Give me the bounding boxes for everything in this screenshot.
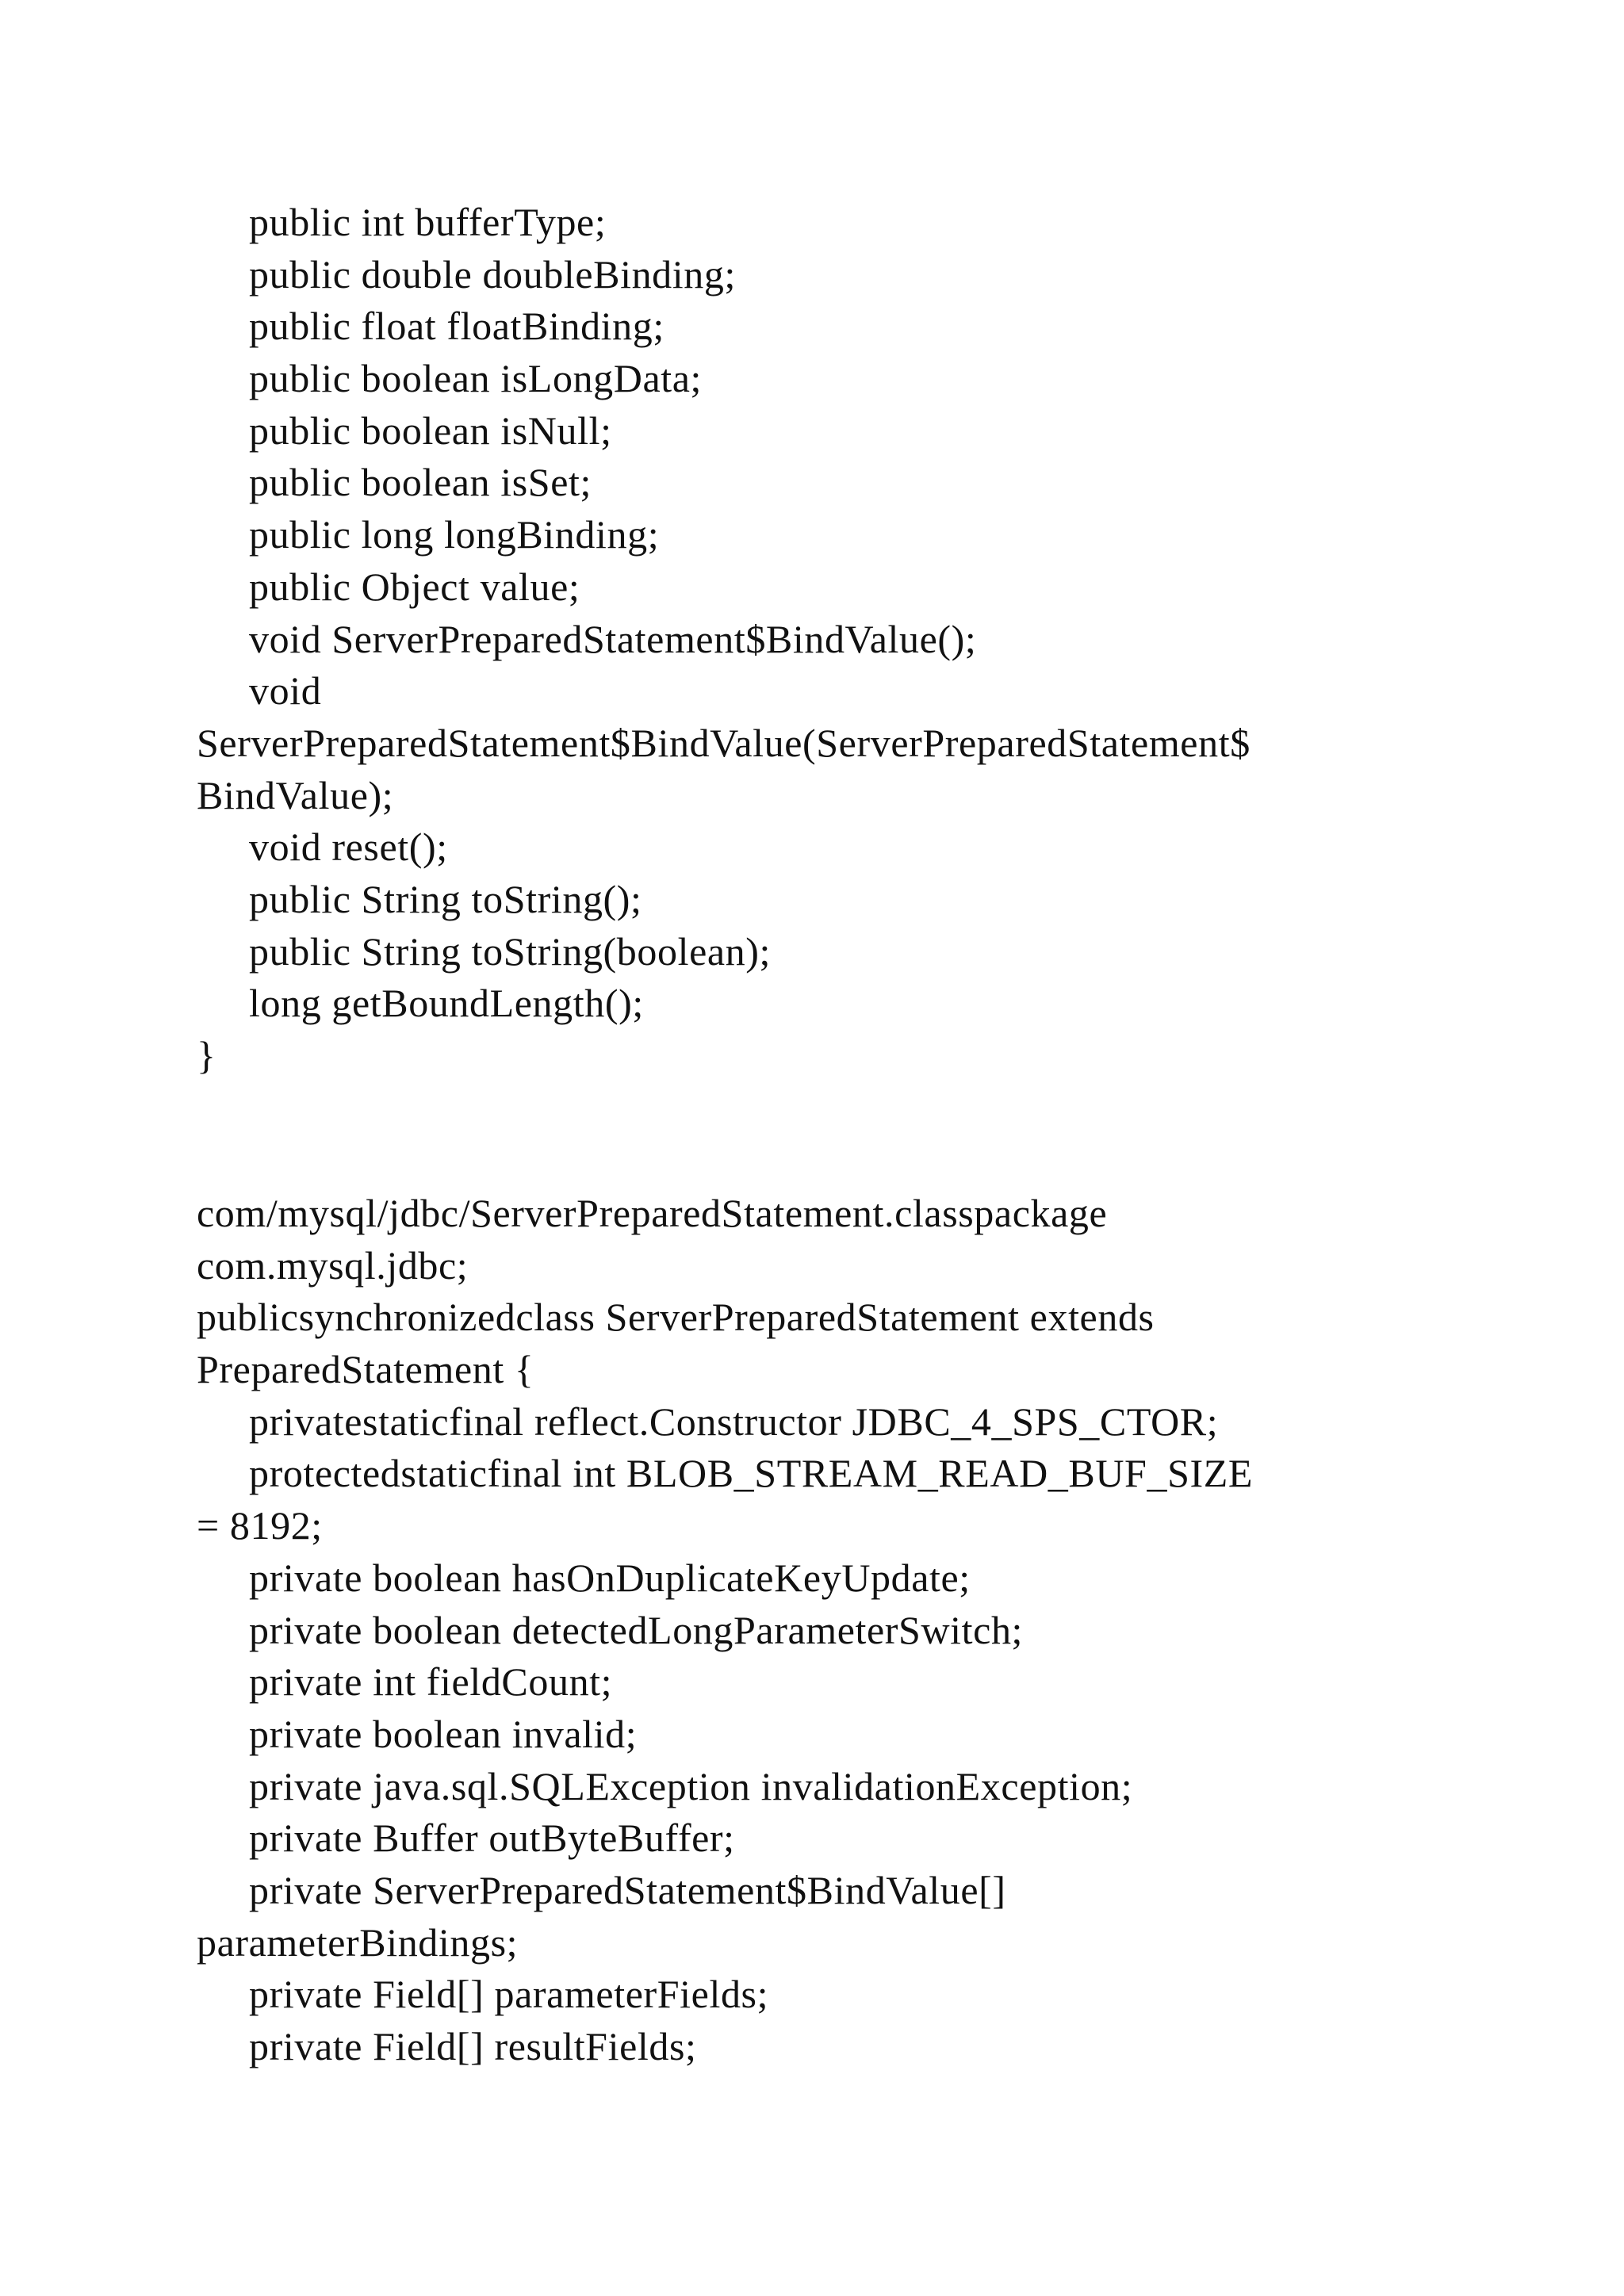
code-line: com/mysql/jdbc/ServerPreparedStatement.classpackage: [197, 1191, 1108, 1235]
code-line: private Buffer outByteBuffer;: [249, 1816, 735, 1861]
code-block-bindvalue-class: [197, 197, 1434, 1082]
code-line: protectedstaticfinal int BLOB_STREAM_READ_BUF_SIZE: [249, 1451, 1254, 1496]
code-line: public boolean isLongData;: [249, 356, 703, 401]
code-line: privatestaticfinal reflect.Constructor JDBC_4_SPS_CTOR;: [249, 1399, 1219, 1444]
code-line: private ServerPreparedStatement$BindValue[]: [249, 1867, 1006, 1912]
code-line: public int bufferType;: [249, 200, 607, 244]
code-line: }: [197, 1033, 216, 1077]
code-line: PreparedStatement {: [197, 1347, 534, 1392]
code-line: BindValue);: [197, 772, 394, 817]
code-line: public double doubleBinding;: [249, 251, 736, 297]
code-line: void: [249, 668, 322, 714]
code-line: public String toString(boolean);: [249, 928, 772, 974]
code-line: public String toString();: [249, 876, 642, 921]
code-line: public float floatBinding;: [249, 304, 665, 349]
code-line: = 8192;: [197, 1503, 323, 1548]
code-line: private boolean invalid;: [249, 1711, 638, 1756]
code-line: public long longBinding;: [249, 512, 660, 557]
code-line: long getBoundLength();: [249, 981, 644, 1026]
code-block-serverpreparedstatement-class: [197, 1188, 1434, 2073]
code-line: publicsynchronizedclass ServerPreparedStatement extends: [197, 1295, 1155, 1340]
code-line: private Field[] resultFields;: [249, 2024, 697, 2068]
code-line: public boolean isSet;: [249, 460, 592, 505]
code-line: public boolean isNull;: [249, 408, 612, 453]
code-line: private boolean detectedLongParameterSwitch;: [249, 1607, 1024, 1652]
code-line: private int fieldCount;: [249, 1659, 613, 1705]
code-line: void reset();: [249, 825, 448, 870]
code-line: void ServerPreparedStatement$BindValue();: [249, 616, 977, 661]
code-line: parameterBindings;: [197, 1919, 519, 1965]
code-line: private Field[] parameterFields;: [249, 1972, 769, 2017]
code-line: public Object value;: [249, 564, 580, 609]
code-line: ServerPreparedStatement$BindValue(ServerPreparedStatement$: [197, 720, 1251, 765]
code-line: com.mysql.jdbc;: [197, 1242, 469, 1288]
code-line: private boolean hasOnDuplicateKeyUpdate;: [249, 1555, 971, 1600]
code-line: private java.sql.SQLException invalidationException;: [249, 1763, 1133, 1808]
